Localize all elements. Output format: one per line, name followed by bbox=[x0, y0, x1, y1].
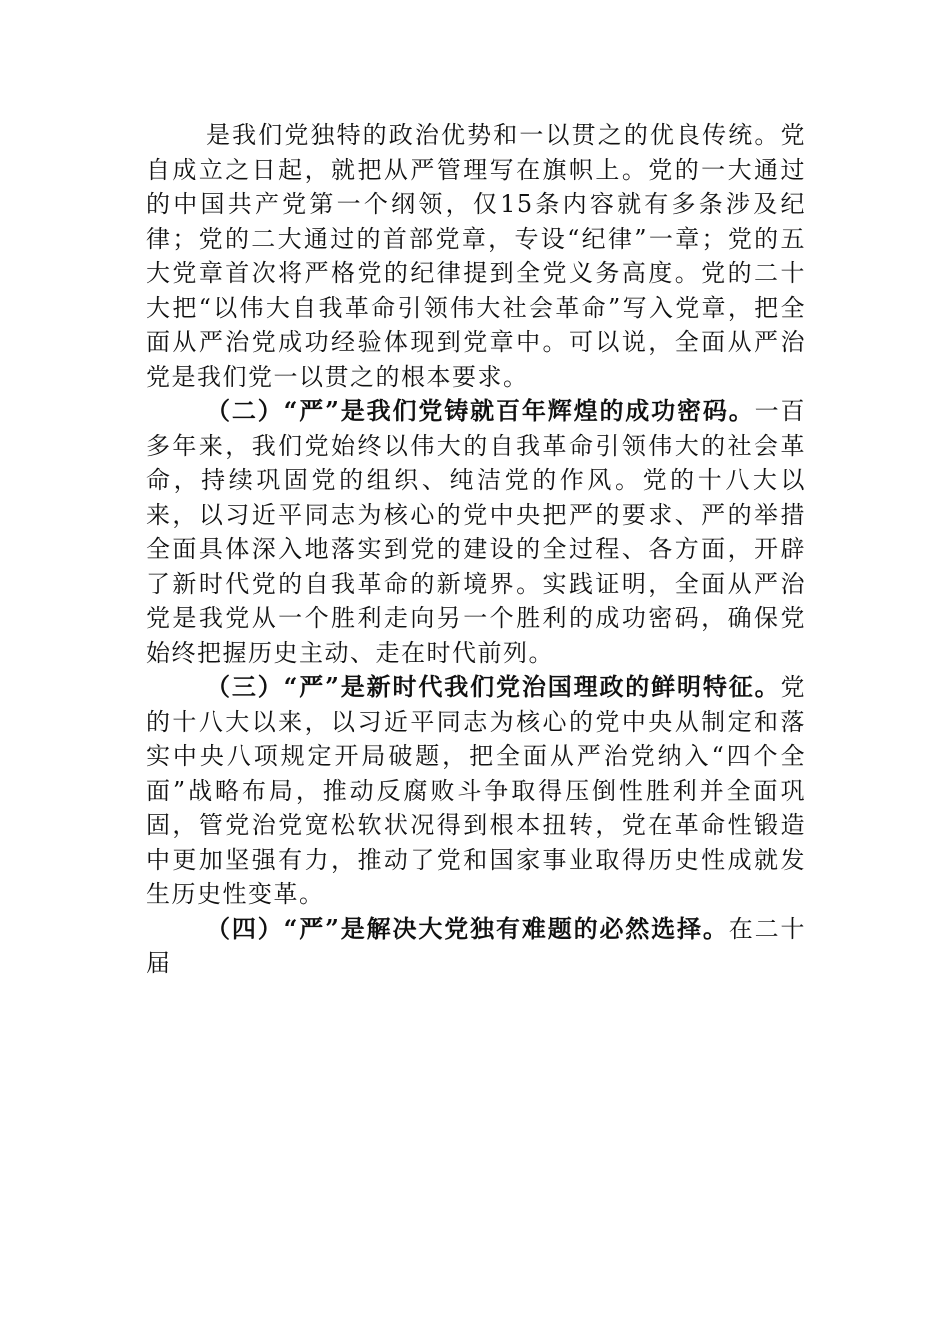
paragraph-3-text: 党的十八大以来，以习近平同志为核心的党中央从制定和落实中央八项规定开局破题，把全面从严治党纳入“四个全面”战略布局，推动反腐败斗争取得压倒性胜利并全面巩固，管党治党宽松软状况得到根本扭转，党在革命性锻造中更加坚强有力，推动了党和国家事业取得历史性成就发生历史性变革。 bbox=[146, 673, 806, 908]
section-4-heading: （四）“严”是解决大党独有难题的必然选择。 bbox=[206, 913, 729, 943]
paragraph-1 bbox=[146, 118, 806, 394]
section-3-heading: （三）“严”是新时代我们党治国理政的鲜明特征。 bbox=[206, 672, 781, 701]
paragraph-1-text: 是我们党独特的政治优势和一以贯之的优良传统。党自成立之日起，就把从严管理写在旗帜上。党的一大通过的中国共产党第一个纲领，仅15条内容就有多条涉及纪律；党的二大通过的首部党章，专设“纪律”一章；党的五大党章首次将严格党的纪律提到全党义务高度。党的二十大把“以伟大自我革命引领伟大社会革命”写入党章，把全面从严治党成功经验体现到党章中。可以说，全面从严治党是我们党一以贯之的根本要求。 bbox=[146, 121, 806, 391]
paragraph-4-text: 在二十届 bbox=[146, 914, 807, 977]
paragraph-2 bbox=[146, 394, 806, 670]
paragraph-3 bbox=[146, 670, 806, 912]
section-2-heading: （二）“严”是我们党铸就百年辉煌的成功密码。 bbox=[206, 396, 755, 425]
paragraph-4 bbox=[146, 912, 806, 981]
document-body bbox=[146, 118, 806, 981]
paragraph-2-text: 一百多年来，我们党始终以伟大的自我革命引领伟大的社会革命，持续巩固党的组织、纯洁党的作风。党的十八大以来，以习近平同志为核心的党中央把严的要求、严的举措全面具体深入地落实到党的建设的全过程、各方面，开辟了新时代党的自我革命的新境界。实践证明，全面从严治党是我党从一个胜利走向另一个胜利的成功密码，确保党始终把握历史主动、走在时代前列。 bbox=[146, 397, 807, 667]
